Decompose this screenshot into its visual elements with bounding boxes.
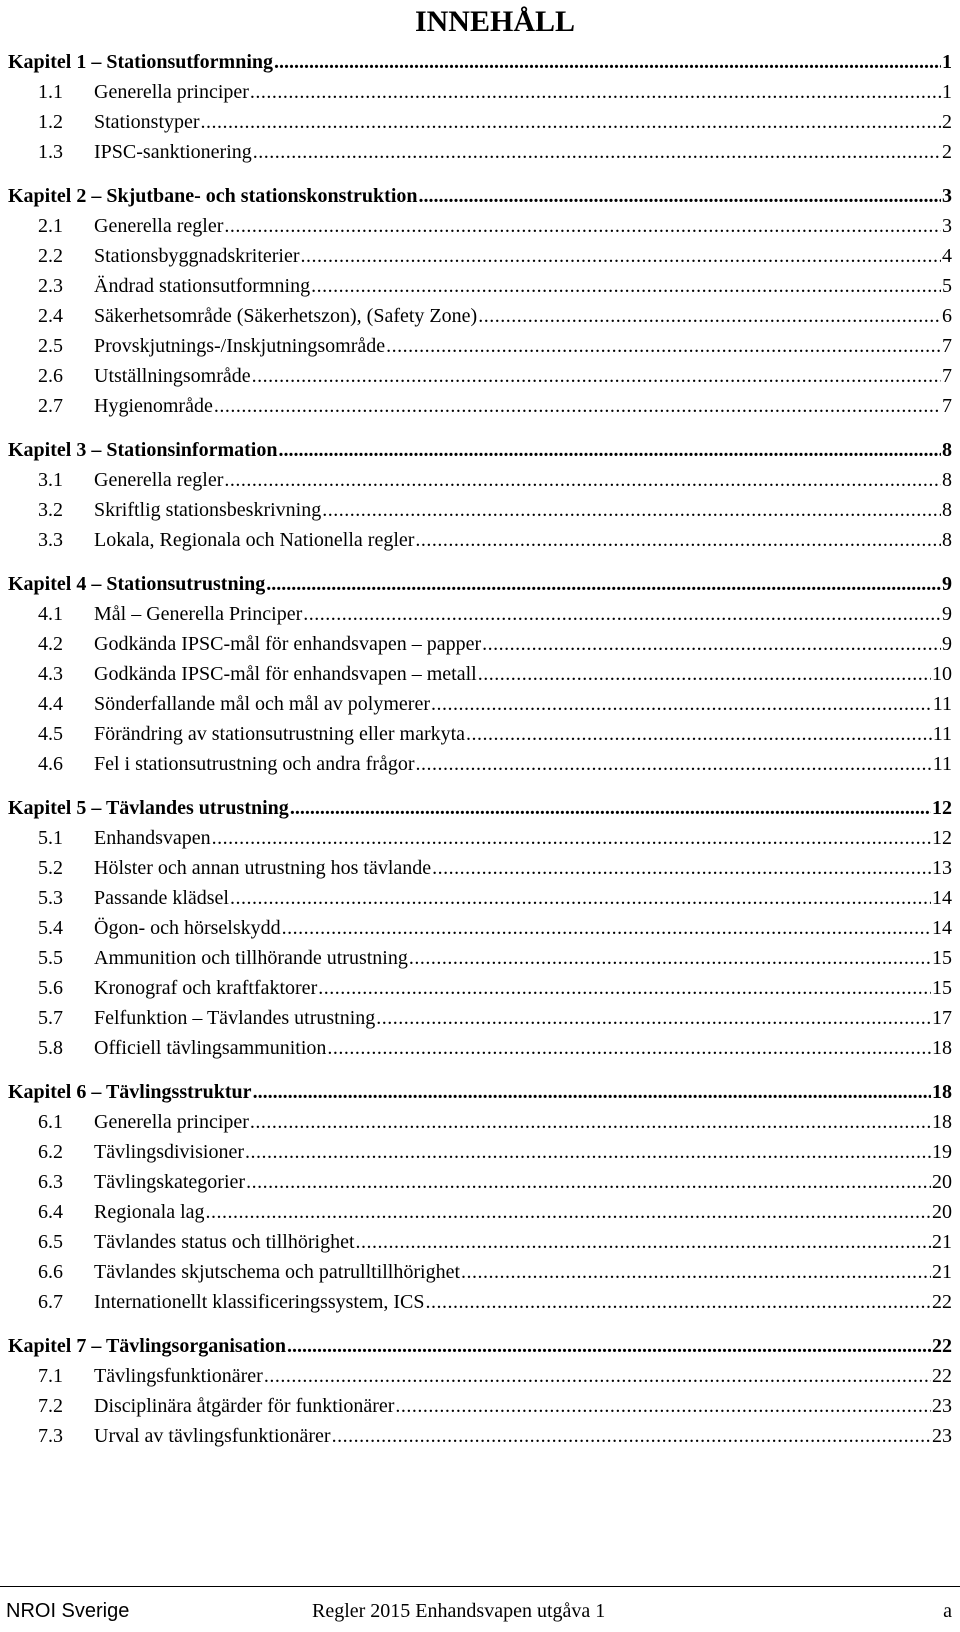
toc-chapter-entry[interactable] xyxy=(8,1077,952,1107)
toc-page-number: 22 xyxy=(932,1335,952,1357)
toc-section-number: 4.4 xyxy=(38,693,63,715)
toc-section-title: Generella regler xyxy=(94,469,224,491)
toc-dot-leader xyxy=(431,689,932,719)
toc-page-number: 7 xyxy=(942,365,952,387)
toc-section-title: Generella regler xyxy=(94,215,224,237)
toc-dot-leader xyxy=(214,391,941,421)
toc-dot-leader xyxy=(409,943,931,973)
toc-section-entry[interactable] xyxy=(8,659,952,689)
toc-section-number: 4.1 xyxy=(38,603,63,625)
toc-section-entry[interactable] xyxy=(8,599,952,629)
toc-dot-leader xyxy=(224,465,941,495)
toc-section-title: Generella principer xyxy=(94,1111,249,1133)
toc-section-number: 5.7 xyxy=(38,1007,63,1029)
toc-dot-leader xyxy=(266,569,941,599)
toc-section-number: 2.6 xyxy=(38,365,63,387)
toc-chapter-entry[interactable] xyxy=(8,47,952,77)
toc-section-entry[interactable] xyxy=(8,1107,952,1137)
toc-section-entry[interactable] xyxy=(8,495,952,525)
toc-page-number: 8 xyxy=(942,499,952,521)
toc-dot-leader xyxy=(274,47,941,77)
toc-page-number: 9 xyxy=(942,633,952,655)
toc-section-entry[interactable] xyxy=(8,629,952,659)
toc-chapter-title: Kapitel 6 – Tävlingsstruktur xyxy=(8,1081,252,1103)
toc-section-title: Tävlandes status och tillhörighet xyxy=(94,1231,355,1253)
footer-page-number: a xyxy=(943,1600,952,1622)
toc-section-entry[interactable] xyxy=(8,465,952,495)
toc-section-entry[interactable] xyxy=(8,525,952,555)
toc-section-entry[interactable] xyxy=(8,241,952,271)
toc-section-title: Enhandsvapen xyxy=(94,827,211,849)
toc-dot-leader xyxy=(250,1107,931,1137)
toc-page-number: 3 xyxy=(942,215,952,237)
toc-section-title: Godkända IPSC-mål för enhandsvapen – papper xyxy=(94,633,482,655)
toc-section-title: Internationellt klassificeringssystem, ICS xyxy=(94,1291,425,1313)
toc-page-number: 17 xyxy=(932,1007,952,1029)
toc-dot-leader xyxy=(253,137,941,167)
toc-page-number: 6 xyxy=(942,305,952,327)
toc-section-number: 5.2 xyxy=(38,857,63,879)
toc-dot-leader xyxy=(282,913,931,943)
toc-section-entry[interactable] xyxy=(8,913,952,943)
toc-section-entry[interactable] xyxy=(8,1167,952,1197)
toc-chapter xyxy=(8,435,952,555)
toc-section-title: Tävlingsfunktionärer xyxy=(94,1365,263,1387)
toc-dot-leader xyxy=(356,1227,932,1257)
toc-chapter xyxy=(8,47,952,167)
toc-dot-leader xyxy=(482,629,941,659)
toc-dot-leader xyxy=(287,1331,931,1361)
toc-dot-leader xyxy=(246,1167,931,1197)
toc-page-number: 1 xyxy=(942,81,952,103)
toc-section-number: 6.6 xyxy=(38,1261,63,1283)
toc-section-number: 3.3 xyxy=(38,529,63,551)
toc-dot-leader xyxy=(278,435,941,465)
toc-page-number: 12 xyxy=(932,797,952,819)
toc-dot-leader xyxy=(311,271,941,301)
toc-dot-leader xyxy=(250,77,941,107)
toc-section-title: Stationstyper xyxy=(94,111,200,133)
toc-dot-leader xyxy=(290,793,931,823)
toc-section-number: 6.5 xyxy=(38,1231,63,1253)
toc-dot-leader xyxy=(201,107,941,137)
toc-chapter-entry[interactable] xyxy=(8,181,952,211)
toc-section-number: 5.6 xyxy=(38,977,63,999)
toc-page-number: 10 xyxy=(932,663,952,685)
toc-section-entry[interactable] xyxy=(8,689,952,719)
toc-section-entry[interactable] xyxy=(8,1137,952,1167)
page-footer xyxy=(0,1596,960,1626)
toc-section-entry[interactable] xyxy=(8,749,952,779)
toc-chapter-entry[interactable] xyxy=(8,793,952,823)
toc-section-entry[interactable] xyxy=(8,1287,952,1317)
toc-dot-leader xyxy=(230,883,931,913)
toc-section-entry[interactable] xyxy=(8,137,952,167)
toc-page-number: 18 xyxy=(932,1037,952,1059)
toc-dot-leader xyxy=(478,659,931,689)
toc-chapter-title: Kapitel 2 – Skjutbane- och stationskonstruktion xyxy=(8,185,418,207)
toc-page-number: 13 xyxy=(932,857,952,879)
toc-section-number: 7.1 xyxy=(38,1365,63,1387)
toc-dot-leader xyxy=(252,361,941,391)
toc-section-title: Felfunktion – Tävlandes utrustning xyxy=(94,1007,376,1029)
toc-chapter xyxy=(8,1331,952,1451)
toc-page-number: 1 xyxy=(942,51,952,73)
toc-dot-leader xyxy=(386,331,941,361)
toc-page-number: 8 xyxy=(942,529,952,551)
toc-section-title: Ändrad stationsutformning xyxy=(94,275,311,297)
toc-section-title: Urval av tävlingsfunktionärer xyxy=(94,1425,331,1447)
toc-section-entry[interactable] xyxy=(8,107,952,137)
toc-chapter xyxy=(8,181,952,421)
toc-chapter xyxy=(8,1077,952,1317)
toc-section-title: Tävlandes skjutschema och patrulltillhörighet xyxy=(94,1261,461,1283)
footer-divider xyxy=(0,1586,960,1587)
toc-page-number: 9 xyxy=(942,603,952,625)
toc-section-entry[interactable] xyxy=(8,1003,952,1033)
toc-section-number: 6.1 xyxy=(38,1111,63,1133)
toc-section-title: Sönderfallande mål och mål av polymerer xyxy=(94,693,430,715)
toc-page-number: 20 xyxy=(932,1171,952,1193)
toc-dot-leader xyxy=(416,749,932,779)
toc-page-number: 4 xyxy=(942,245,952,267)
page-title: INNEHÅLL xyxy=(414,5,576,38)
toc-section-entry[interactable] xyxy=(8,211,952,241)
toc-section-number: 4.5 xyxy=(38,723,63,745)
toc-section-number: 4.3 xyxy=(38,663,63,685)
toc-page-number: 22 xyxy=(932,1365,952,1387)
toc-dot-leader xyxy=(466,719,932,749)
toc-section-title: Mål – Generella Principer xyxy=(94,603,303,625)
toc-dot-leader xyxy=(264,1361,931,1391)
toc-section-number: 6.2 xyxy=(38,1141,63,1163)
toc-page-number: 23 xyxy=(932,1425,952,1447)
toc-dot-leader xyxy=(415,525,941,555)
toc-page-number: 2 xyxy=(942,141,952,163)
toc-page-number: 14 xyxy=(932,917,952,939)
toc-section-number: 1.1 xyxy=(38,81,63,103)
toc-section-entry[interactable] xyxy=(8,1227,952,1257)
toc-chapter-entry[interactable] xyxy=(8,1331,952,1361)
toc-section-entry[interactable] xyxy=(8,1421,952,1451)
toc-dot-leader xyxy=(322,495,941,525)
toc-section-entry[interactable] xyxy=(8,1361,952,1391)
toc-section-number: 5.3 xyxy=(38,887,63,909)
toc-page-number: 11 xyxy=(932,753,952,775)
toc-section-number: 1.3 xyxy=(38,141,63,163)
toc-section-title: Passande klädsel xyxy=(94,887,229,909)
toc-section-entry[interactable] xyxy=(8,973,952,1003)
toc-dot-leader xyxy=(478,301,941,331)
toc-section-number: 2.1 xyxy=(38,215,63,237)
toc-page-number: 8 xyxy=(942,439,952,461)
toc-section-entry[interactable] xyxy=(8,853,952,883)
toc-section-entry[interactable] xyxy=(8,1197,952,1227)
toc-page-number: 12 xyxy=(932,827,952,849)
toc-page-number: 21 xyxy=(932,1261,952,1283)
toc-section-title: Lokala, Regionala och Nationella regler xyxy=(94,529,415,551)
toc-page-number: 15 xyxy=(932,947,952,969)
toc-page-number: 11 xyxy=(932,723,952,745)
toc-page-number: 8 xyxy=(942,469,952,491)
toc-section-number: 1.2 xyxy=(38,111,63,133)
toc-dot-leader xyxy=(224,211,941,241)
toc-dot-leader xyxy=(376,1003,931,1033)
toc-section-number: 2.7 xyxy=(38,395,63,417)
toc-page-number: 18 xyxy=(932,1111,952,1133)
toc-section-title: Kronograf och kraftfaktorer xyxy=(94,977,318,999)
toc-chapter-title: Kapitel 4 – Stationsutrustning xyxy=(8,573,266,595)
toc-page-number: 14 xyxy=(932,887,952,909)
toc-section-title: IPSC-sanktionering xyxy=(94,141,252,163)
toc-section-number: 6.7 xyxy=(38,1291,63,1313)
toc-section-title: Skriftlig stationsbeskrivning xyxy=(94,499,322,521)
toc-section-number: 6.4 xyxy=(38,1201,63,1223)
toc-page-number: 21 xyxy=(932,1231,952,1253)
toc-dot-leader xyxy=(395,1391,931,1421)
footer-organization: NROI Sverige xyxy=(6,1600,130,1622)
toc-section-entry[interactable] xyxy=(8,1391,952,1421)
toc-section-number: 2.5 xyxy=(38,335,63,357)
toc-section-entry[interactable] xyxy=(8,1257,952,1287)
toc-section-entry[interactable] xyxy=(8,719,952,749)
toc-dot-leader xyxy=(303,599,941,629)
toc-page-number: 20 xyxy=(932,1201,952,1223)
toc-section-title: Regionala lag xyxy=(94,1201,205,1223)
toc-page-number: 19 xyxy=(932,1141,952,1163)
toc-section-title: Utställningsområde xyxy=(94,365,251,387)
toc-section-title: Förändring av stationsutrustning eller markyta xyxy=(94,723,466,745)
toc-section-number: 3.2 xyxy=(38,499,63,521)
toc-page-number: 3 xyxy=(942,185,952,207)
toc-dot-leader xyxy=(426,1287,932,1317)
toc-section-number: 7.2 xyxy=(38,1395,63,1417)
toc-section-number: 7.3 xyxy=(38,1425,63,1447)
toc-chapter-title: Kapitel 3 – Stationsinformation xyxy=(8,439,278,461)
footer-document-name: Regler 2015 Enhandsvapen utgåva 1 xyxy=(312,1600,606,1622)
toc-section-number: 3.1 xyxy=(38,469,63,491)
toc-section-title: Säkerhetsområde (Säkerhetszon), (Safety Zone) xyxy=(94,305,478,327)
toc-section-number: 5.4 xyxy=(38,917,63,939)
toc-section-title: Fel i stationsutrustning och andra frågor xyxy=(94,753,415,775)
toc-dot-leader xyxy=(301,241,941,271)
toc-dot-leader xyxy=(253,1077,931,1107)
toc-section-entry[interactable] xyxy=(8,883,952,913)
toc-page-number: 18 xyxy=(932,1081,952,1103)
toc-section-title: Tävlingskategorier xyxy=(94,1171,246,1193)
toc-section-entry[interactable] xyxy=(8,1033,952,1063)
toc-section-title: Godkända IPSC-mål för enhandsvapen – metall xyxy=(94,663,477,685)
toc-section-title: Hölster och annan utrustning hos tävlande xyxy=(94,857,432,879)
table-of-contents xyxy=(8,47,952,1465)
toc-dot-leader xyxy=(419,181,941,211)
toc-dot-leader xyxy=(206,1197,931,1227)
toc-page-number: 11 xyxy=(932,693,952,715)
toc-section-number: 2.2 xyxy=(38,245,63,267)
toc-section-number: 2.4 xyxy=(38,305,63,327)
toc-section-title: Generella principer xyxy=(94,81,249,103)
toc-section-entry[interactable] xyxy=(8,301,952,331)
toc-section-title: Ammunition och tillhörande utrustning xyxy=(94,947,408,969)
toc-section-number: 5.1 xyxy=(38,827,63,849)
toc-chapter-title: Kapitel 5 – Tävlandes utrustning xyxy=(8,797,289,819)
toc-page-number: 23 xyxy=(932,1395,952,1417)
toc-section-entry[interactable] xyxy=(8,943,952,973)
toc-dot-leader xyxy=(212,823,931,853)
toc-chapter-entry[interactable] xyxy=(8,569,952,599)
toc-chapter xyxy=(8,793,952,1063)
toc-page-number: 2 xyxy=(942,111,952,133)
toc-dot-leader xyxy=(432,853,931,883)
toc-page-number: 9 xyxy=(942,573,952,595)
toc-chapter-entry[interactable] xyxy=(8,435,952,465)
toc-section-number: 5.5 xyxy=(38,947,63,969)
toc-section-title: Officiell tävlingsammunition xyxy=(94,1037,327,1059)
toc-section-number: 4.6 xyxy=(38,753,63,775)
toc-page-number: 22 xyxy=(932,1291,952,1313)
toc-chapter-title: Kapitel 7 – Tävlingsorganisation xyxy=(8,1335,287,1357)
toc-page-number: 7 xyxy=(942,335,952,357)
toc-dot-leader xyxy=(318,973,931,1003)
toc-section-number: 5.8 xyxy=(38,1037,63,1059)
toc-section-title: Provskjutnings-/Inskjutningsområde xyxy=(94,335,386,357)
toc-chapter-title: Kapitel 1 – Stationsutformning xyxy=(8,51,274,73)
toc-section-entry[interactable] xyxy=(8,77,952,107)
toc-section-number: 4.2 xyxy=(38,633,63,655)
toc-dot-leader xyxy=(245,1137,931,1167)
toc-page-number: 5 xyxy=(942,275,952,297)
toc-section-number: 2.3 xyxy=(38,275,63,297)
toc-section-title: Hygienområde xyxy=(94,395,213,417)
toc-section-title: Ögon- och hörselskydd xyxy=(94,917,281,939)
toc-section-entry[interactable] xyxy=(8,361,952,391)
toc-section-title: Stationsbyggnadskriterier xyxy=(94,245,300,267)
toc-dot-leader xyxy=(332,1421,931,1451)
toc-dot-leader xyxy=(461,1257,931,1287)
toc-section-entry[interactable] xyxy=(8,391,952,421)
toc-page-number: 7 xyxy=(942,395,952,417)
toc-page-number: 15 xyxy=(932,977,952,999)
toc-chapter xyxy=(8,569,952,779)
toc-section-entry[interactable] xyxy=(8,331,952,361)
toc-dot-leader xyxy=(327,1033,931,1063)
toc-section-title: Disciplinära åtgärder för funktionärer xyxy=(94,1395,395,1417)
toc-section-number: 6.3 xyxy=(38,1171,63,1193)
toc-section-title: Tävlingsdivisioner xyxy=(94,1141,244,1163)
toc-section-entry[interactable] xyxy=(8,271,952,301)
toc-section-entry[interactable] xyxy=(8,823,952,853)
